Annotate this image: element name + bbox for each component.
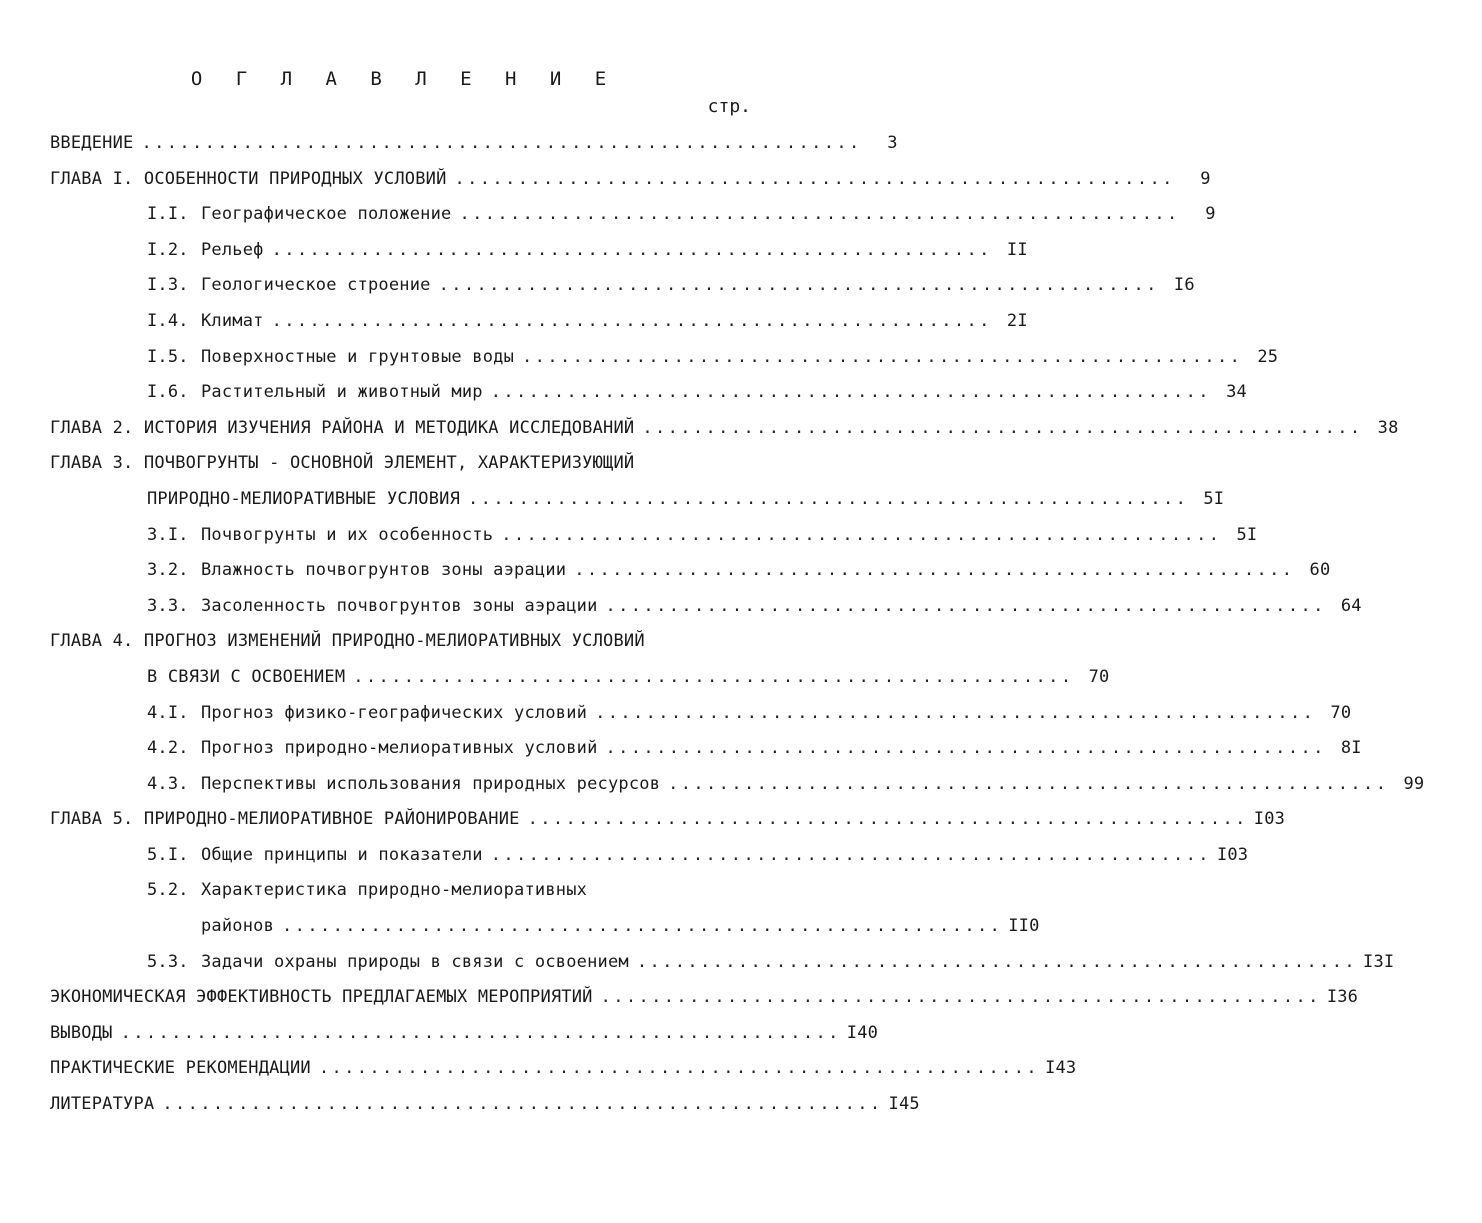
dot-leader: ......................................................... — [527, 809, 1248, 830]
dot-leader: ......................................................... — [459, 204, 1180, 225]
toc-entry — [0, 411, 1399, 447]
toc-entry-number: 5.I. — [147, 844, 189, 865]
toc-entry-title: ВЫВОДЫ — [50, 1022, 113, 1043]
toc-entry — [0, 731, 1362, 767]
toc-entry — [0, 197, 1216, 233]
dot-leader: ......................................................... — [642, 417, 1363, 438]
toc-entry-title: ПРАКТИЧЕСКИЕ РЕКОМЕНДАЦИИ — [50, 1058, 311, 1079]
toc-entry-page: 5I — [1236, 524, 1258, 545]
dot-leader: ......................................................... — [282, 916, 1003, 937]
dot-leader: ......................................................... — [353, 666, 1074, 687]
toc-entry-title: Рельеф — [201, 239, 264, 260]
dot-leader: ......................................................... — [271, 239, 992, 260]
toc-entry — [0, 980, 1359, 1016]
toc-entry — [0, 126, 898, 162]
toc-entry-title: В СВЯЗИ С ОСВОЕНИЕМ — [147, 666, 346, 687]
toc-entry-number: 3.2. — [147, 560, 189, 581]
toc-entry-title: районов — [201, 916, 275, 937]
toc-entry-title: ГЛАВА 3. ПОЧВОГРУНТЫ - ОСНОВНОЙ ЭЛЕМЕНТ, ХАРАКТЕРИЗУЮЩИЙ — [50, 453, 635, 474]
toc-entry — [0, 802, 1286, 838]
toc-entry-page: 60 — [1309, 560, 1331, 581]
dot-leader: ......................................................... — [271, 310, 992, 331]
toc-entry — [0, 909, 1040, 945]
table-of-contents — [0, 126, 1425, 1123]
toc-entry-number: 3.I. — [147, 524, 189, 545]
toc-entry-number: 5.2. — [147, 880, 189, 901]
dot-leader: ......................................................... — [454, 168, 1175, 189]
toc-entry-title: Задачи охраны природы в связи с освоением — [201, 951, 629, 972]
toc-entry-number: 4.I. — [147, 702, 189, 723]
toc-entry-title: ВВЕДЕНИЕ — [50, 133, 134, 153]
dot-leader: ......................................................... — [438, 275, 1159, 296]
toc-entry-title: ГЛАВА 2. ИСТОРИЯ ИЗУЧЕНИЯ РАЙОНА И МЕТОДИКА ИССЛЕДОВАНИЙ — [50, 417, 635, 438]
toc-entry-title: Геологическое строение — [201, 275, 431, 296]
toc-entry — [0, 446, 797, 482]
toc-entry-title: ПРИРОДНО-МЕЛИОРАТИВНЫЕ УСЛОВИЯ — [147, 488, 461, 509]
toc-entry-page: I03 — [1216, 844, 1249, 865]
toc-entry-title: Прогноз природно-мелиоративных условий — [201, 738, 598, 759]
toc-entry-title: Перспективы использования природных ресурсов — [201, 773, 661, 794]
toc-entry-page: II — [1006, 239, 1028, 260]
toc-entry-page: 2I — [1006, 310, 1028, 331]
toc-entry — [0, 624, 797, 660]
toc-entry-page: I40 — [846, 1022, 879, 1043]
toc-entry — [0, 518, 1258, 554]
toc-entry — [0, 696, 1352, 732]
dot-leader: ......................................................... — [141, 133, 862, 153]
toc-entry-title: Прогноз физико-географических условий — [201, 702, 588, 723]
toc-entry-page: I03 — [1253, 809, 1286, 830]
dot-leader: ......................................................... — [120, 1022, 841, 1043]
dot-leader: ......................................................... — [522, 346, 1243, 367]
toc-entry-number: I.3. — [147, 275, 189, 296]
dot-leader: ......................................................... — [605, 738, 1326, 759]
toc-entry-number: 3.3. — [147, 595, 189, 616]
toc-entry-title: ГЛАВА I. ОСОБЕННОСТИ ПРИРОДНЫХ УСЛОВИЙ — [50, 168, 447, 189]
toc-entry-page: I36 — [1326, 987, 1359, 1008]
toc-entry-page: 70 — [1088, 666, 1110, 687]
toc-entry-title: Климат — [201, 310, 264, 331]
dot-leader: ......................................................... — [605, 595, 1326, 616]
dot-leader: ......................................................... — [595, 702, 1316, 723]
toc-entry-title: Характеристика природно-мелиоративных — [201, 880, 588, 901]
toc-entry-number: I.5. — [147, 346, 189, 367]
dot-leader: ......................................................... — [668, 773, 1389, 794]
toc-entry — [0, 304, 1028, 340]
toc-entry-page: 64 — [1340, 595, 1362, 616]
toc-entry-page: I6 — [1173, 275, 1195, 296]
toc-entry — [0, 233, 1028, 269]
toc-entry-page: 9 — [1200, 168, 1211, 189]
toc-entry-page: 38 — [1377, 417, 1399, 438]
toc-entry — [0, 375, 1247, 411]
toc-entry-number: 4.3. — [147, 773, 189, 794]
dot-leader: ......................................................... — [490, 382, 1211, 403]
toc-entry — [0, 945, 1395, 981]
toc-entry-title: Поверхностные и грунтовые воды — [201, 346, 515, 367]
dot-leader: ......................................................... — [574, 560, 1295, 581]
toc-entry — [0, 340, 1279, 376]
page-title: О Г Л А В Л Е Н И Е — [190, 68, 618, 90]
toc-entry-page: 9 — [1205, 204, 1216, 225]
toc-entry-title: Растительный и животный мир — [201, 382, 483, 403]
dot-leader: ......................................................... — [501, 524, 1222, 545]
page-column-label: стр. — [707, 96, 751, 117]
toc-entry-page: 3 — [887, 133, 898, 153]
toc-entry-title: ГЛАВА 4. ПРОГНОЗ ИЗМЕНЕНИЙ ПРИРОДНО-МЕЛИОРАТИВНЫХ УСЛОВИЙ — [50, 631, 645, 652]
dot-leader: ......................................................... — [636, 951, 1358, 972]
toc-entry-page: 8I — [1340, 738, 1362, 759]
toc-entry-title: Географическое положение — [201, 204, 452, 225]
toc-entry — [0, 1051, 1077, 1087]
toc-entry-title: ЭКОНОМИЧЕСКАЯ ЭФФЕКТИВНОСТЬ ПРЕДЛАГАЕМЫХ МЕРОПРИЯТИЙ — [50, 987, 593, 1008]
toc-entry — [0, 268, 1195, 304]
toc-entry — [0, 589, 1362, 625]
toc-entry-page: 70 — [1330, 702, 1352, 723]
toc-entry-title: Влажность почвогрунтов зоны аэрации — [201, 560, 567, 581]
toc-entry — [0, 553, 1331, 589]
toc-entry-page: I45 — [888, 1094, 920, 1115]
toc-entry-page: 34 — [1226, 382, 1247, 403]
toc-entry-number: I.4. — [147, 310, 189, 331]
toc-entry-title: ГЛАВА 5. ПРИРОДНО-МЕЛИОРАТИВНОЕ РАЙОНИРОВАНИЕ — [50, 809, 520, 830]
toc-entry-number: 5.3. — [147, 951, 189, 972]
toc-entry-number: 4.2. — [147, 738, 189, 759]
dot-leader: ......................................................... — [490, 844, 1211, 865]
toc-entry — [0, 1016, 879, 1052]
dot-leader: ......................................................... — [468, 488, 1189, 509]
toc-entry-title: Общие принципы и показатели — [201, 844, 483, 865]
toc-entry-number: I.2. — [147, 239, 189, 260]
toc-entry — [0, 873, 797, 909]
toc-entry-page: 5I — [1203, 488, 1225, 509]
toc-entry — [0, 162, 1211, 198]
toc-entry — [0, 767, 1425, 803]
toc-entry-title: ЛИТЕРАТУРА — [50, 1094, 155, 1115]
toc-entry-page: 99 — [1403, 773, 1425, 794]
toc-entry — [0, 1087, 920, 1123]
toc-entry-page: I43 — [1045, 1058, 1077, 1079]
toc-entry-page: I3I — [1363, 951, 1395, 972]
toc-entry-title: Почвогрунты и их особенность — [201, 524, 494, 545]
toc-entry — [0, 838, 1249, 874]
dot-leader: ......................................................... — [162, 1094, 883, 1115]
toc-entry-title: Засоленность почвогрунтов зоны аэрации — [201, 595, 598, 616]
toc-entry-page: 25 — [1257, 346, 1279, 367]
toc-entry — [0, 482, 1225, 518]
toc-entry — [0, 660, 1110, 696]
toc-entry-page: II0 — [1008, 916, 1040, 937]
dot-leader: ......................................................... — [318, 1058, 1040, 1079]
toc-entry-number: I.6. — [147, 382, 189, 403]
dot-leader: ......................................................... — [600, 987, 1321, 1008]
toc-entry-number: I.I. — [147, 204, 189, 225]
